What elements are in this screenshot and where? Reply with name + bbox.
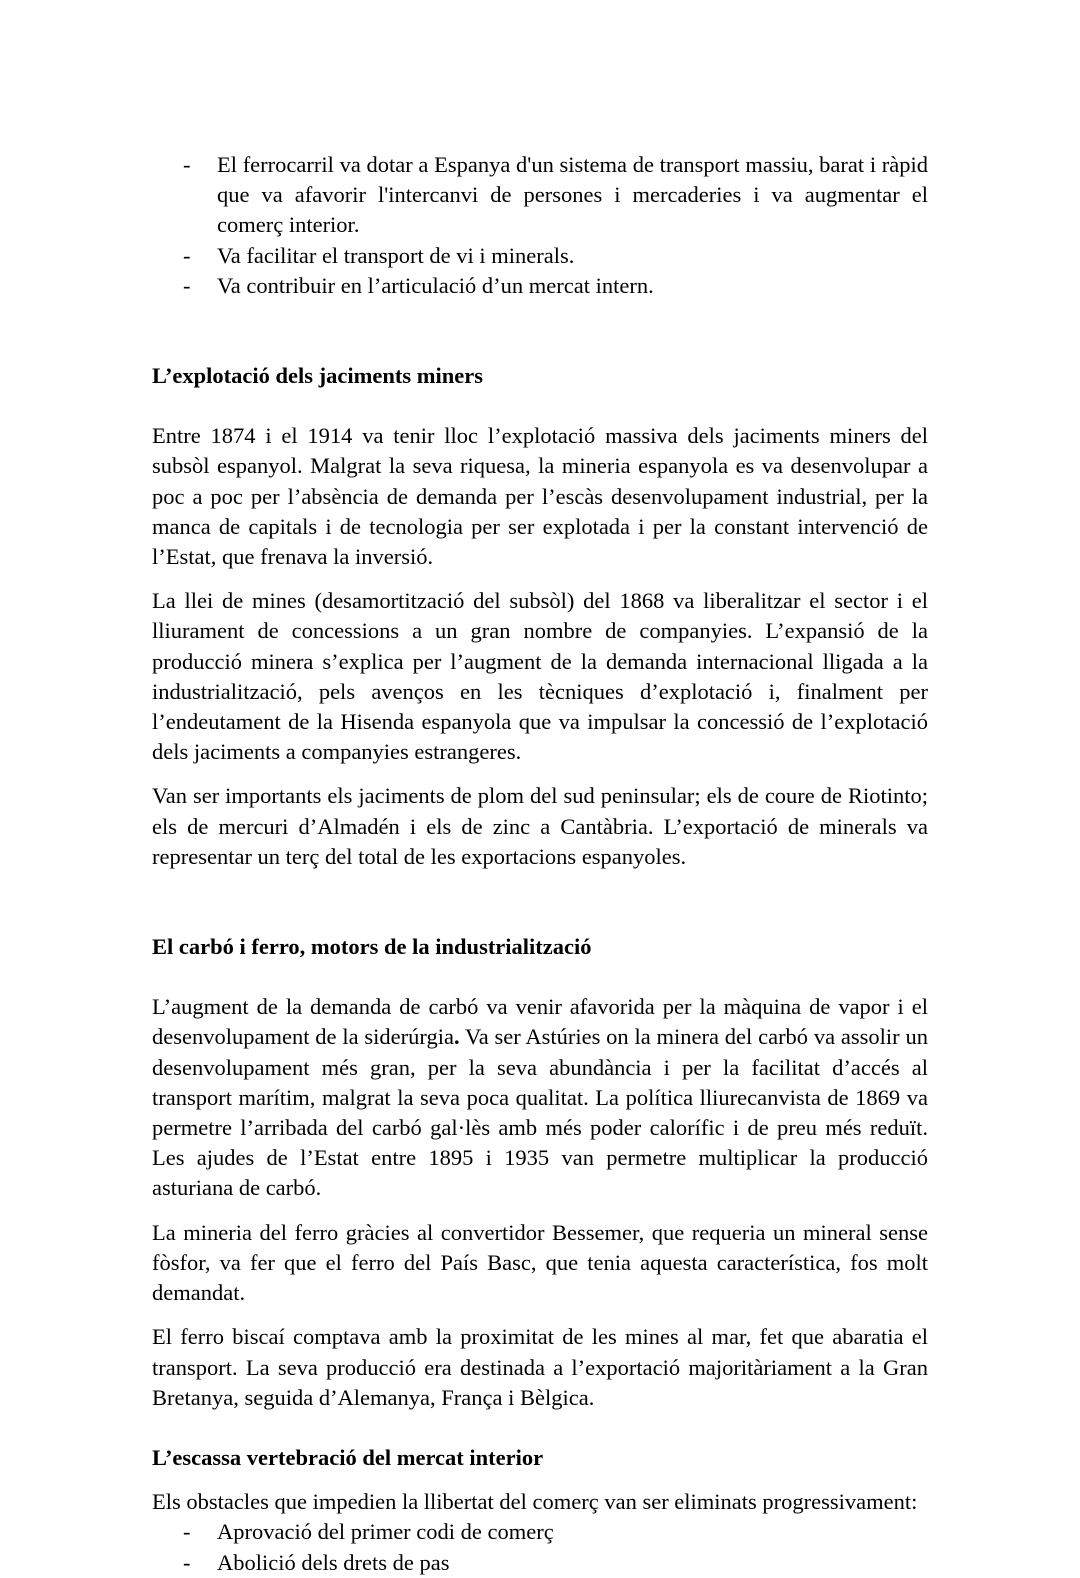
- dash-marker: -: [183, 1519, 191, 1545]
- list-item-text: Abolició dels drets de pas: [217, 1549, 450, 1575]
- spacer: [152, 1473, 928, 1487]
- dash-marker: -: [183, 272, 191, 298]
- dash-marker: -: [183, 1549, 191, 1575]
- spacer: [152, 1413, 928, 1443]
- list-item: [152, 1548, 928, 1578]
- spacer: [152, 962, 928, 992]
- spacer: [152, 391, 928, 421]
- paragraph-coal-1-text-a: L’augment de la demanda de carbó va venir afavorida per la màquina de vapor i el desenvolupament de la siderúrgia: [152, 994, 928, 1050]
- spacer: [152, 301, 928, 361]
- paragraph-mining-1: Entre 1874 i el 1914 va tenir lloc l’explotació massiva dels jaciments miners del subsòl espanyol. Malgrat la seva riquesa, la mineria espanyola es va desenvolupar a poc a poc per l’absència de demanda per l’escàs desenvolupament industrial, per la manca de capitals i de tecnologia per ser explotada i per la constant intervenció de l’Estat, que frenava la inversió.: [152, 423, 928, 570]
- paragraph-mining-3: Van ser importants els jaciments de plom del sud peninsular; els de coure de Riotinto; els de mercuri d’Almadén i els de zinc a Cantàbria. L’exportació de minerals va representar un terç del total de les exportacions espanyoles.: [152, 783, 928, 869]
- market-obstacles-list: [152, 1517, 928, 1577]
- paragraph-mining-2: La llei de mines (desamortització del subsòl) del 1868 va liberalitzar el sector i el lliurament de concessions a un gran nombre de companyies. L’expansió de la producció minera s’explica per l’augment de la demanda internacional lligada a la industrialització, pels avenços en les tècniques d’explotació i, finalment per l’endeutament de la Hisenda espanyola que va impulsar la concessió de l’explotació dels jaciments a companyies estrangeres.: [152, 588, 928, 765]
- list-item-text: Aprovació del primer codi de comerç: [217, 1519, 554, 1545]
- dash-marker: -: [183, 152, 191, 177]
- paragraph-coal-1: [152, 992, 928, 1203]
- spacer: [152, 572, 928, 586]
- heading-mining-exploitation: L’explotació dels jaciments miners: [152, 363, 484, 389]
- list-item-text: Va contribuir en l’articulació d’un mercat intern.: [217, 272, 654, 298]
- paragraph-coal-1-bold-period: .: [453, 1024, 460, 1050]
- document-content: [152, 150, 928, 1578]
- list-item: [152, 1517, 928, 1547]
- spacer: [152, 872, 928, 932]
- list-item: [152, 241, 928, 271]
- paragraph-coal-3: El ferro biscaí comptava amb la proximitat de les mines al mar, fet que abaratia el transport. La seva producció era destinada a l’exportació majoritàriament a la Gran Bretanya, seguida d’Alemanya, França i Bèlgica.: [152, 1324, 928, 1410]
- list-item-text: Va facilitar el transport de vi i minerals.: [217, 242, 575, 268]
- dash-marker: -: [183, 242, 191, 268]
- list-item: [152, 271, 928, 301]
- spacer: [152, 767, 928, 781]
- railway-benefits-list: [152, 150, 928, 301]
- heading-market-structure: L’escassa vertebració del mercat interior: [152, 1444, 544, 1470]
- list-item: [152, 150, 928, 241]
- list-item-text: El ferrocarril va dotar a Espanya d'un sistema de transport massiu, barat i ràpid que va afavorir l'intercanvi de persones i mercaderies i va augmentar el comerç interior.: [217, 152, 928, 238]
- spacer: [152, 1308, 928, 1322]
- paragraph-coal-2: La mineria del ferro gràcies al convertidor Bessemer, que requeria un mineral sense fòsfor, va fer que el ferro del País Basc, que tenia aquesta característica, fos molt demandat.: [152, 1219, 928, 1306]
- paragraph-market-intro: Els obstacles que impedien la llibertat del comerç van ser eliminats progressivament:: [152, 1489, 918, 1515]
- heading-coal-iron: El carbó i ferro, motors de la industrialització: [152, 934, 592, 960]
- spacer: [152, 1204, 928, 1218]
- paragraph-coal-1-text-b: Va ser Astúries on la minera del carbó va assolir un desenvolupament més gran, per la seva abundància i per la facilitat d’accés al transport marítim, malgrat la seva poca qualitat. La política lliurecanvista de 1869 va permetre l’arribada del carbó gal·lès amb més poder calorífic i de preu més reduït. Les ajudes de l’Estat entre 1895 i 1935 van permetre multiplicar la producció asturiana de carbó.: [152, 1024, 928, 1201]
